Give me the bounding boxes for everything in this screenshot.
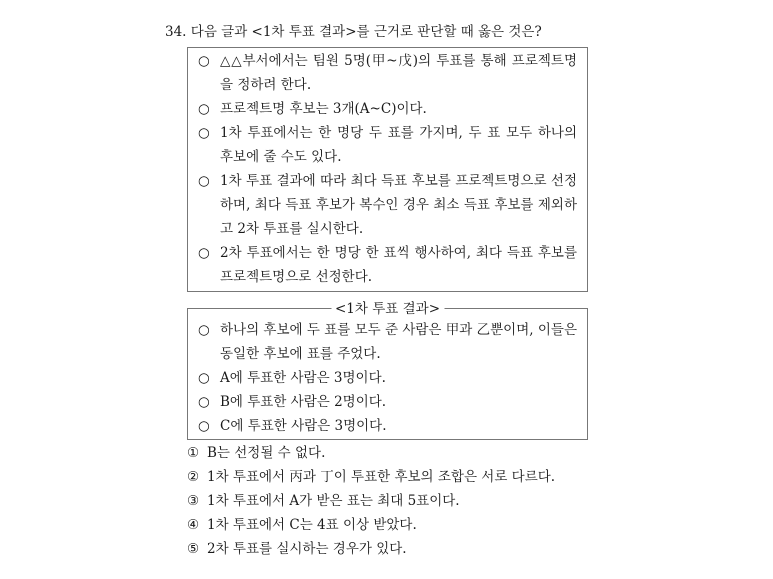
choice-3[interactable] <box>187 489 460 513</box>
choice-1[interactable] <box>187 441 325 465</box>
bullet-circle-icon: ○ <box>198 53 210 69</box>
question-number: 34. <box>165 24 187 40</box>
result-item: ○ B에 투표한 사람은 2명이다. <box>198 390 577 414</box>
choice-number: ⑤ <box>187 541 200 557</box>
choice-2[interactable] <box>187 465 555 489</box>
passage-item: ○ △△부서에서는 팀원 5명(甲~戊)의 투표를 통해 프로젝트명을 정하려 한다. <box>198 49 577 97</box>
choice-text: 1차 투표에서 A가 받은 표는 최대 5표이다. <box>207 493 460 509</box>
passage-item: ○ 프로젝트명 후보는 3개(A~C)이다. <box>198 97 577 121</box>
passage-item: ○ 2차 투표에서는 한 명당 한 표씩 행사하여, 최다 득표 후보를 프로젝트명으로 선정한다. <box>198 241 577 289</box>
bullet-circle-icon: ○ <box>198 394 210 410</box>
choice-text: 1차 투표에서 C는 4표 이상 받았다. <box>207 517 417 533</box>
choice-number: ④ <box>187 517 200 533</box>
bullet-circle-icon: ○ <box>198 322 210 338</box>
passage-item: ○ 1차 투표에서는 한 명당 두 표를 가지며, 두 표 모두 하나의 후보에 줄 수도 있다. <box>198 121 577 169</box>
result-item: ○ A에 투표한 사람은 3명이다. <box>198 366 577 390</box>
choice-4[interactable] <box>187 513 417 537</box>
choice-text: B는 선정될 수 없다. <box>207 445 326 461</box>
bullet-circle-icon: ○ <box>198 173 210 189</box>
question-stem <box>165 22 542 42</box>
choice-number: ② <box>187 469 200 485</box>
choice-number: ③ <box>187 493 200 509</box>
bullet-circle-icon: ○ <box>198 101 210 117</box>
result-box <box>187 301 588 440</box>
question-text: 다음 글과 <1차 투표 결과>를 근거로 판단할 때 옳은 것은? <box>190 24 542 40</box>
bullet-circle-icon: ○ <box>198 370 210 386</box>
bullet-circle-icon: ○ <box>198 418 210 434</box>
bullet-circle-icon: ○ <box>198 245 210 261</box>
choice-text: 1차 투표에서 丙과 丁이 투표한 후보의 조합은 서로 다르다. <box>207 469 556 485</box>
passage-box <box>187 47 588 292</box>
choice-number: ① <box>187 445 200 461</box>
result-box-title: <1차 투표 결과> <box>331 299 444 319</box>
bullet-circle-icon: ○ <box>198 125 210 141</box>
result-item: ○ C에 투표한 사람은 3명이다. <box>198 414 577 438</box>
passage-item: ○ 1차 투표 결과에 따라 최다 득표 후보를 프로젝트명으로 선정하며, 최다 득표 후보가 복수인 경우 최소 득표 후보를 제외하고 2차 투표를 실시한다. <box>198 169 577 241</box>
choice-5[interactable] <box>187 537 407 561</box>
choice-text: 2차 투표를 실시하는 경우가 있다. <box>207 541 407 557</box>
result-item: ○ 하나의 후보에 두 표를 모두 준 사람은 甲과 乙뿐이며, 이들은 동일한 후보에 표를 주었다. <box>198 318 577 366</box>
